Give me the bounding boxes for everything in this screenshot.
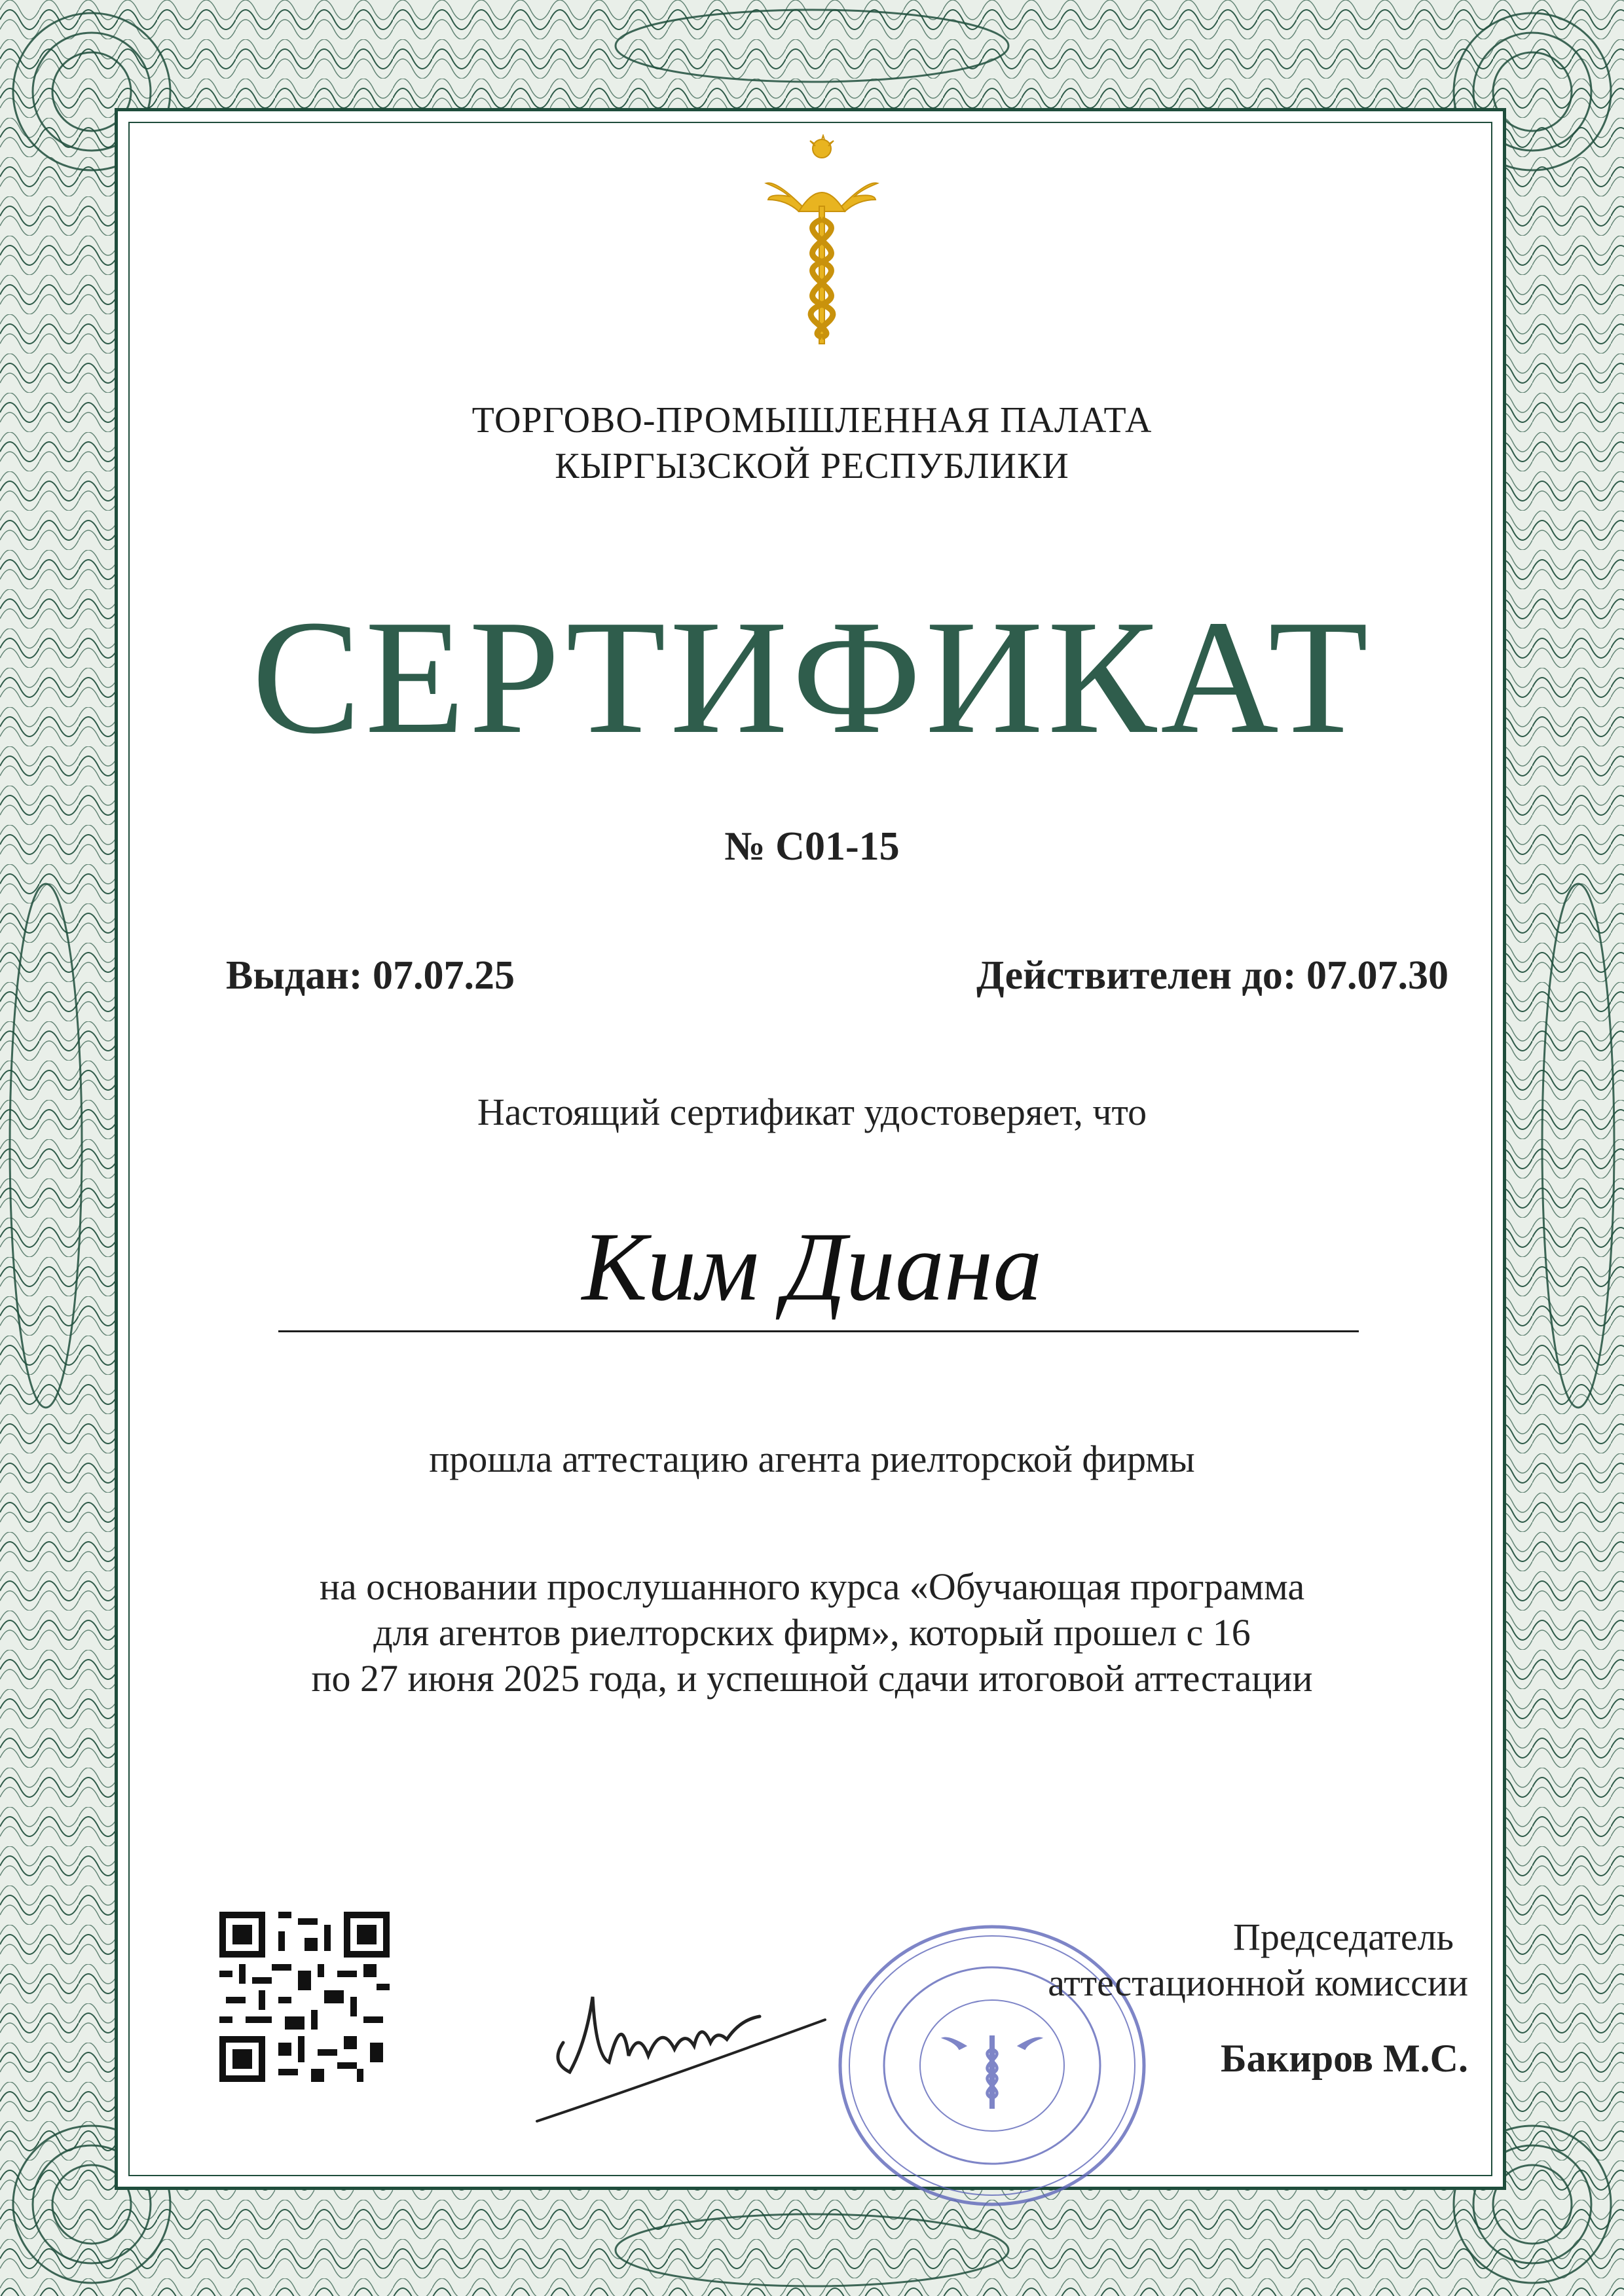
caduceus-emblem-icon bbox=[763, 134, 881, 350]
valid-until-date: Действителен до: 07.07.30 bbox=[976, 953, 1449, 998]
issue-date: Выдан: 07.07.25 bbox=[226, 953, 515, 998]
recipient-name: Ким Диана bbox=[581, 1212, 1043, 1321]
signatory-title-line-1: Председатель bbox=[1232, 1916, 1454, 1958]
intro-text: Настоящий сертификат удостоверяет, что bbox=[477, 1091, 1147, 1133]
basis-line: на основании прослушанного курса «Обучающая программа bbox=[319, 1565, 1305, 1608]
basis-line: для агентов риелторских фирм», который прошел с 16 bbox=[373, 1611, 1251, 1654]
certificate-title: СЕРТИФИКАТ bbox=[251, 587, 1373, 768]
qr-code-icon bbox=[219, 1912, 390, 2082]
organization-name-line-1: ТОРГОВО-ПРОМЫШЛЕННАЯ ПАЛАТА bbox=[471, 400, 1153, 441]
certificate-number: № С01-15 bbox=[724, 824, 900, 869]
signatory-title-line-2: аттестационной комиссии bbox=[1048, 1961, 1468, 2004]
attestation-text: прошла аттестацию агента риелторской фирмы bbox=[429, 1438, 1195, 1480]
basis-line: по 27 июня 2025 года, и успешной сдачи итоговой аттестации bbox=[311, 1657, 1313, 1700]
signature-icon bbox=[524, 1958, 851, 2134]
organization-name-line-2: КЫРГЫЗСКОЙ РЕСПУБЛИКИ bbox=[555, 446, 1069, 486]
name-underline bbox=[278, 1330, 1359, 1332]
signatory-name: Бакиров М.С. bbox=[1220, 2037, 1468, 2080]
